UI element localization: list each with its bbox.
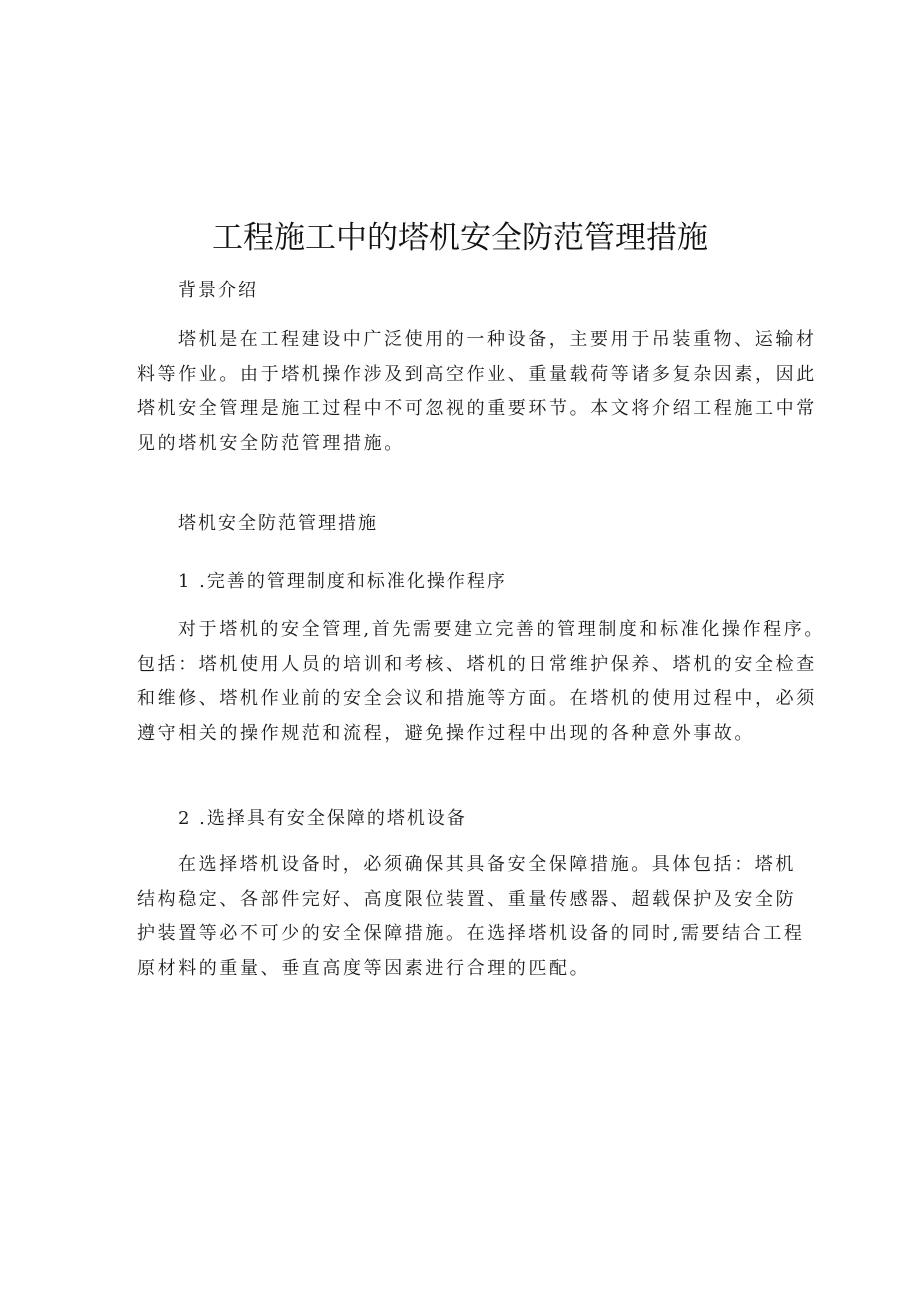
paragraph-line: 塔机安全管理是施工过程中不可忽视的重要环节。本文将介绍工程施工中常 [137,398,817,419]
paragraph-line: 塔机是在工程建设中广泛使用的一种设备，主要用于吊装重物、运输材 [178,329,817,350]
paragraph-line: 料等作业。由于塔机操作涉及到高空作业、重量载荷等诸多复杂因素，因此 [137,363,817,385]
subsection-heading-2: 2 .选择具有安全保障的塔机设备 [178,808,467,829]
paragraph-line: 包括：塔机使用人员的培训和考核、塔机的日常维护保养、塔机的安全检查 [137,653,817,675]
section-heading-measures: 塔机安全防范管理措施 [178,513,378,534]
paragraph-line: 护装置等必不可少的安全保障措施。在选择塔机设备的同时,需要结合工程 [137,923,805,944]
paragraph-line: 原材料的重量、垂直高度等因素进行合理的匹配。 [137,957,591,979]
paragraph-line: 和维修、塔机作业前的安全会议和措施等方面。在塔机的使用过程中，必须 [137,688,817,709]
paragraph-management-system [137,613,825,751]
section-heading-background: 背景介绍 [178,280,258,301]
paragraph-line: 结构稳定、各部件完好、高度限位装置、重量传感器、超载保护及安全防 [137,888,797,910]
paragraph-equipment-selection [137,848,805,986]
paragraph-line: 见的塔机安全防范管理措施。 [137,432,405,454]
paragraph-background [137,323,817,461]
paragraph-line: 遵守相关的操作规范和流程，避免操作过程中出现的各种意外事故。 [137,722,755,744]
paragraph-line: 对于塔机的安全管理,首先需要建立完善的管理制度和标准化操作程序。 [178,619,825,640]
subsection-heading-1: 1 .完善的管理制度和标准化操作程序 [178,571,507,592]
paragraph-line: 在选择塔机设备时，必须确保其具备安全保障措施。具体包括：塔机 [178,854,796,875]
document-title: 工程施工中的塔机安全防范管理措施 [212,220,708,256]
